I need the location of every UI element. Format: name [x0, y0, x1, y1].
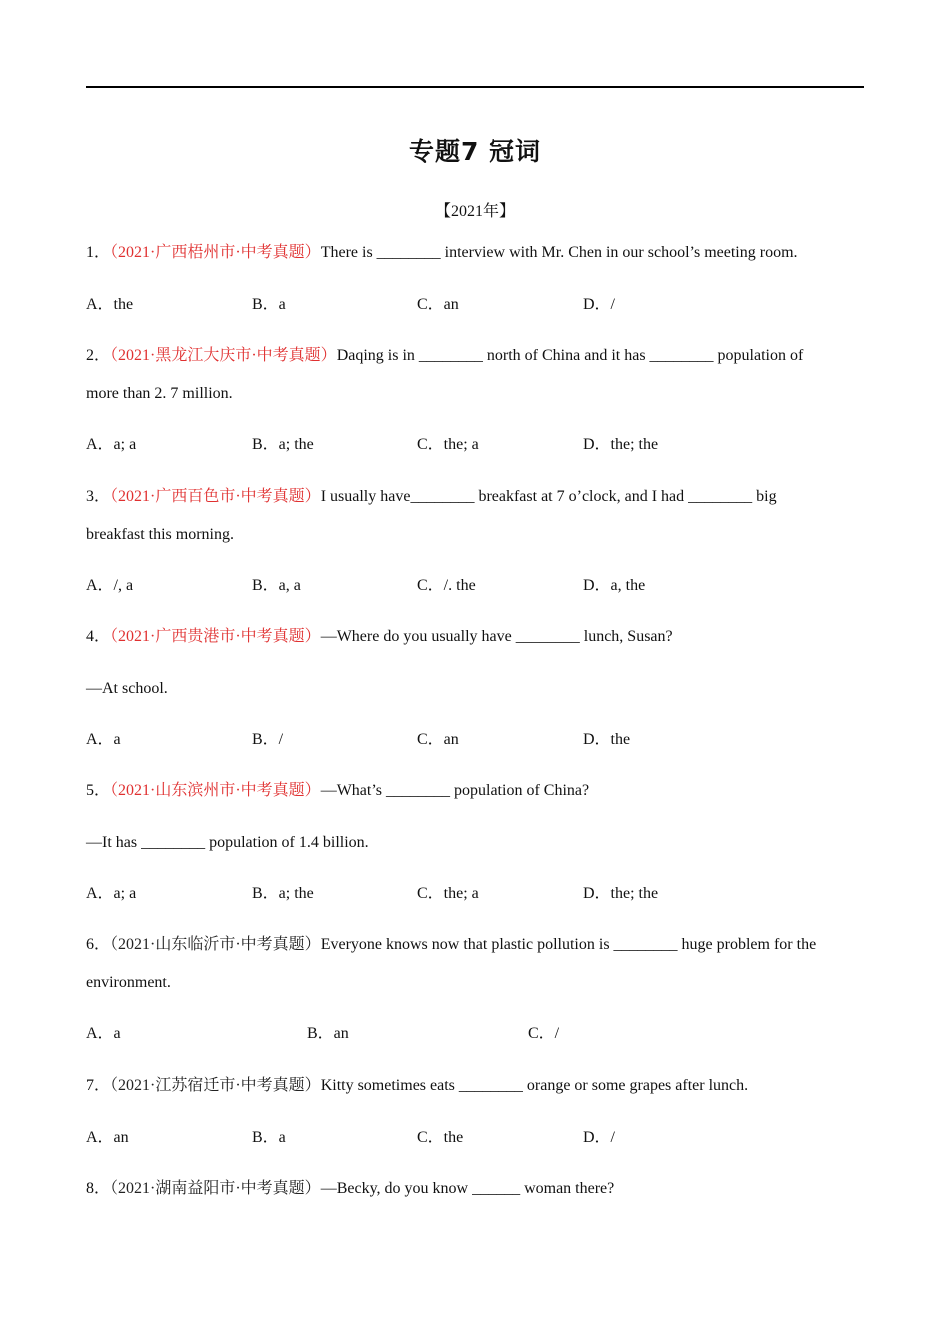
question-8 — [86, 1178, 876, 1200]
option-a: A．the — [86, 296, 134, 313]
option-b: B．a; the — [252, 436, 314, 453]
question-4-continuation: —At school. — [86, 680, 168, 697]
option-d: D．the; the — [583, 885, 659, 902]
question-number: 8． — [86, 1180, 111, 1197]
header-rule — [86, 86, 864, 88]
option-b: B．/ — [252, 731, 284, 748]
question-source: （2021·山东临沂市·中考真题） — [110, 936, 321, 953]
question-6-continuation: environment. — [86, 974, 171, 991]
question-source: （2021·广西贵港市·中考真题） — [110, 628, 321, 645]
question-text: I usually have________ breakfast at 7 o’clock, and I had ________ big — [320, 488, 777, 505]
option-c: C．an — [417, 731, 459, 748]
option-a: A．a; a — [86, 436, 137, 453]
option-c: C．/. the — [417, 577, 476, 594]
option-d: D．/ — [583, 1129, 616, 1146]
question-text: Daqing is in ________ north of China and it has ________ population of — [336, 347, 804, 364]
question-text: —What’s ________ population of China? — [320, 782, 590, 799]
question-text: Everyone knows now that plastic pollution is ________ huge problem for the — [320, 936, 817, 953]
question-number: 5． — [86, 782, 111, 799]
question-source: （2021·广西梧州市·中考真题） — [110, 244, 321, 261]
question-6 — [86, 934, 876, 956]
question-1 — [86, 242, 876, 264]
option-d: D．a, the — [583, 577, 646, 594]
question-number: 6． — [86, 936, 111, 953]
option-d: D．the; the — [583, 436, 659, 453]
option-c: C．the; a — [417, 885, 479, 902]
option-a: A．a; a — [86, 885, 137, 902]
question-number: 1． — [86, 244, 111, 261]
question-text: —Where do you usually have ________ lunch, Susan? — [320, 628, 673, 645]
option-c: C．the; a — [417, 436, 479, 453]
question-5-continuation: —It has ________ population of 1.4 billion. — [86, 834, 369, 851]
option-b: B．a; the — [252, 885, 314, 902]
question-source: （2021·广西百色市·中考真题） — [110, 488, 321, 505]
question-source: （2021·山东滨州市·中考真题） — [110, 782, 321, 799]
option-b: B．a — [252, 1129, 286, 1146]
question-2-continuation: more than 2. 7 million. — [86, 385, 233, 402]
question-number: 4． — [86, 628, 111, 645]
question-3-continuation: breakfast this morning. — [86, 526, 234, 543]
option-a: A．a — [86, 1025, 121, 1042]
question-source: （2021·黑龙江大庆市·中考真题） — [110, 347, 337, 364]
option-b: B．an — [307, 1025, 349, 1042]
question-5 — [86, 780, 876, 802]
question-number: 7． — [86, 1077, 111, 1094]
option-b: B．a — [252, 296, 286, 313]
question-number: 2． — [86, 347, 111, 364]
question-3 — [86, 486, 876, 508]
option-b: B．a, a — [252, 577, 301, 594]
option-a: A．a — [86, 731, 121, 748]
question-text: —Becky, do you know ______ woman there? — [320, 1180, 615, 1197]
question-source: （2021·江苏宿迁市·中考真题） — [110, 1077, 321, 1094]
option-d: D．/ — [583, 296, 616, 313]
question-text: There is ________ interview with Mr. Chen in our school’s meeting room. — [320, 244, 798, 261]
option-d: D．the — [583, 731, 631, 748]
option-c: C．an — [417, 296, 459, 313]
question-4 — [86, 626, 876, 648]
question-2 — [86, 345, 876, 367]
option-c: C．the — [417, 1129, 464, 1146]
year-label: 【2021年】 — [434, 203, 515, 220]
option-c: C．/ — [528, 1025, 560, 1042]
question-number: 3． — [86, 488, 111, 505]
question-text: Kitty sometimes eats ________ orange or some grapes after lunch. — [320, 1077, 749, 1094]
question-source: （2021·湖南益阳市·中考真题） — [110, 1180, 321, 1197]
page-title: 专题7 冠词 — [408, 137, 542, 166]
question-7 — [86, 1075, 876, 1097]
option-a: A．an — [86, 1129, 129, 1146]
option-a: A．/, a — [86, 577, 134, 594]
